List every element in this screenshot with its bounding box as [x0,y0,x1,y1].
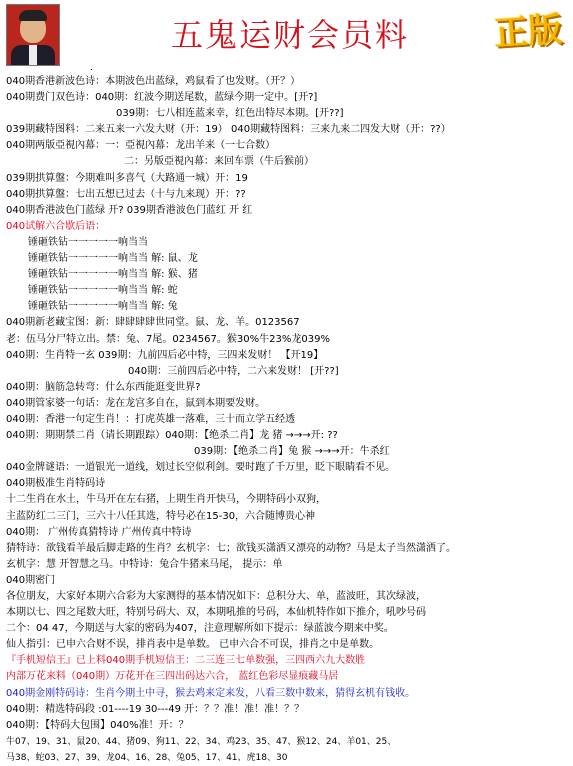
text-line: 040期：脑筋急转弯：什么东西能逛变世界? [6,381,201,393]
text-line: 040期新老藏宝图：新：肆肆肆肆世同堂。鼠、龙、羊。0123567 [6,317,300,329]
text-line: 锤砸铁钻一一一一一响当当 解: 蛇 [28,285,178,297]
text-line: 039期：【绝杀二肖】兔 猴 →→→开：牛杀红 [194,446,390,458]
text-line: 040金牌谜语：一道银光一道线，划过长空似利剑。要时跑了千万里，眨下眼睛看不见。 [6,462,396,474]
text-line: 039期：七八相连蓝来幸，红色出特尽本期。[开??] [116,108,344,120]
text-line: 040期：【特码大包围】040%准！开：？ [6,719,189,731]
text-line: 锤砸铁钻一一一一一响当当 解: 兔 [28,301,178,313]
text-line: 040期：生肖特一玄 039期：九前四后必中特，三四来发财！ 【开19】 [6,349,324,361]
text-line: 玄机字：慧 开智慧之马。中特诗：兔合牛猪来马尾， 提示：单 [6,558,283,570]
text-line: 040期极准生肖特码诗 [6,478,106,490]
text-line: 牛07、19、31、鼠20、44、猪09、狗11、22、34、鸡23、35、47、猴12、24、羊01、25、 [6,736,397,747]
text-line: 040期： 广州传真猜特诗 广州传真中特诗 [6,526,192,538]
text-line: 仙人指引：已申六合财不误，排肖表中是单数。 已申六合不可误，排肖之中是单数。 [6,639,380,651]
text-line: 040期香港新波色诗：本期波色出蓝绿，鸡鼠看了也发财。（开？） [6,76,301,87]
text-line: 二：另版亞視內幕：来回车票（牛后猴前） [124,156,314,168]
text-line: 039期藏特图料：二来五来一六发大财（开：19） 040期藏特图料：三来九来二四发大财（开：??） [6,124,451,136]
text-line: 040期：期期禁二肖（请长期跟踪）040期：【绝杀二肖】龙 猪 →→→开: ?? [6,430,338,442]
text-line: 本期以七、四之尾数大旺，特别号码大、双，本期吼推的号码，本仙机特作如下推介，吼吵号码 [6,607,426,619]
text-line: 040期拱算盤：七出五想已过去（十与九来现）开：?? [6,188,246,200]
portrait-photo [6,4,60,66]
text-line: 040期金刚特码诗：生肖今期土中寻，猴去鸡来定来发，八看三数中数来，猜得玄机有钱收。 [6,687,416,699]
article-body [6,74,571,766]
header [0,0,573,73]
text-line: 040期：香港一句定生肖！：打虎英雄一落难，三十而立学五经透 [6,413,296,425]
text-line: 『手机短信王』已上料040期手机短信王：二三连三七单数强，三四西六九大数胜 [6,655,366,667]
text-line: 老：伍马分尸特立出。禁：兔、7尾。0234567。猴30%牛23%龙039% [6,333,330,345]
text-line: 内部万花来料（040期）万花开在三四出码达六合， 蓝红色彩尽显痕藏马居 [6,671,339,683]
text-line: 二个：04 47，今期送与大家的密码为407，注意理解所如下提示：绿蓝波今期来中奖。 [6,623,394,635]
text-line: 十二生肖在水土，牛马开在左右猪，上期生肖开快马，今期特码小双狗， [6,494,326,506]
page-title: 五鬼运财会员料 [170,16,409,54]
dot-mark: . [90,63,93,73]
text-line: 锤砸铁钻一一一一一响当当 解: 猴、猪 [28,269,198,281]
text-line: 040试解六合歇后语： [6,220,106,232]
authentic-badge: 正版 [492,9,564,55]
text-line: 主蓝防红二三门，三六十八任其选，特号必在15-30，六合随博贵心神 [6,510,316,522]
text-line: 040期密门 [6,574,56,586]
text-line: 040期费门双色诗：040期：红波今期送尾数，蓝绿今期一定中。[开?] [6,92,318,104]
text-line: 040期管家婆一句话：龙在龙宫多自在，鼠到本期要发财。 [6,397,266,409]
text-line: 马38、蛇03、27、39、龙04、16、28、兔05、17、41、虎18、30 [6,752,288,763]
text-line: 040期：三前四后必中特，二六来发财！ [开??] [128,365,339,377]
text-line: 039期拱算盤：今期难叫多喜气（大路通一城）开：19 [6,172,248,184]
text-line: 040期香港波色门蓝绿 开? 039期香港波色门蓝红 开 红 [6,204,253,216]
text-line: 锤砸铁钻一一一一一响当当 解: 鼠、龙 [28,253,198,265]
text-line: 040期：精选特码段 :01----19 30---49 开：？？准！准！准！？？ [6,703,305,715]
text-line: 各位朋友，大家好本期六合彩为大家测得的基本情况如下：总积分大、单，蓝波旺，其次绿波， [6,591,426,602]
text-line: 040期两版亞視內幕：一：亞視內幕：龙出羊来（一七合数） [6,140,276,152]
text-line: 锤砸铁钻一一一一一响当当 [28,236,148,248]
text-line: 猜特诗：欲钱看羊最后脚走路的生肖？玄机字：七；欲钱买潇洒又漂亮的动物？马是太子当然潇洒了。 [6,542,456,554]
